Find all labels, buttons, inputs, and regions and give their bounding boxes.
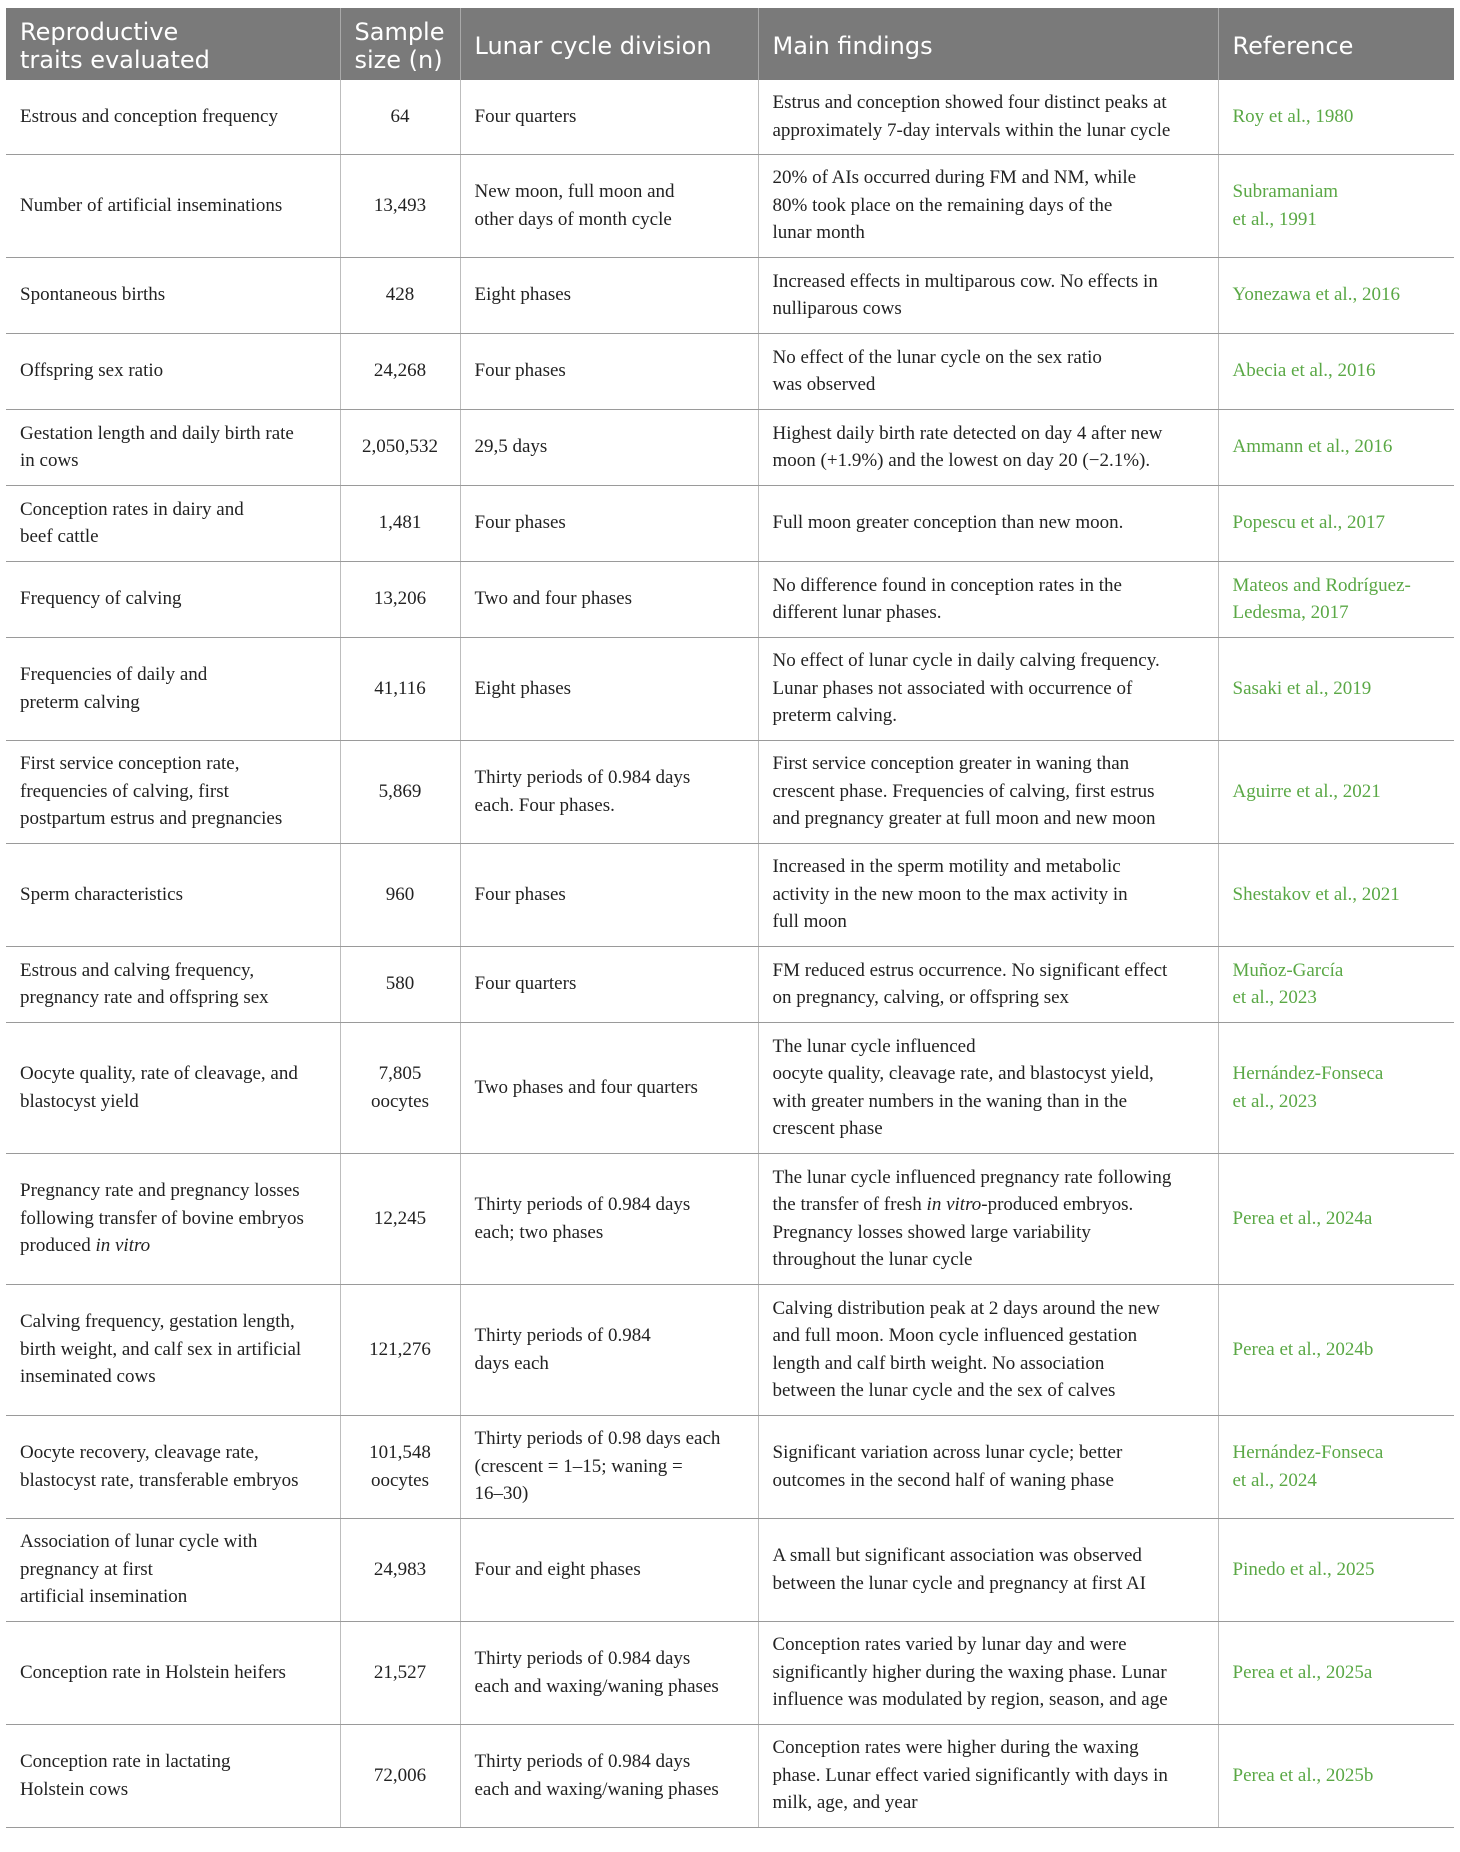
header-row: [6, 8, 1454, 80]
cell-sample-size: 12,245: [340, 1153, 460, 1284]
cell-trait: Conception rates in dairy and beef cattle: [6, 485, 340, 561]
cell-division: Thirty periods of 0.984 days each and waxing/waning phases: [460, 1621, 758, 1724]
cell-sample-size: 2,050,532: [340, 409, 460, 485]
cell-finding: Increased effects in multiparous cow. No effects in nulliparous cows: [758, 257, 1218, 333]
table-row: [6, 561, 1454, 637]
table-row: [6, 1153, 1454, 1284]
table-header: [6, 8, 1454, 80]
reference-link[interactable]: Abecia et al., 2016: [1218, 333, 1454, 409]
cell-finding: First service conception greater in waning than crescent phase. Frequencies of calving, first estrus and pregnancy greater at full moon and new moon: [758, 740, 1218, 843]
reference-link[interactable]: Ammann et al., 2016: [1218, 409, 1454, 485]
cell-sample-size: 7,805 oocytes: [340, 1022, 460, 1153]
reference-link[interactable]: Hernández-Fonseca et al., 2023: [1218, 1022, 1454, 1153]
cell-division: New moon, full moon and other days of month cycle: [460, 154, 758, 257]
reference-link[interactable]: Shestakov et al., 2021: [1218, 843, 1454, 946]
cell-finding: Conception rates varied by lunar day and were significantly higher during the waxing phase. Lunar influence was modulated by region, season, and age: [758, 1621, 1218, 1724]
cell-trait: Sperm characteristics: [6, 843, 340, 946]
cell-sample-size: 5,869: [340, 740, 460, 843]
cell-finding: Increased in the sperm motility and metabolic activity in the new moon to the max activity in full moon: [758, 843, 1218, 946]
cell-trait: First service conception rate, frequencies of calving, first postpartum estrus and pregnancies: [6, 740, 340, 843]
table-row: [6, 740, 1454, 843]
lunar-cycle-table-container: [6, 8, 1454, 1828]
cell-sample-size: 24,268: [340, 333, 460, 409]
reference-link[interactable]: Yonezawa et al., 2016: [1218, 257, 1454, 333]
table-row: [6, 946, 1454, 1022]
reference-link[interactable]: Muñoz-García et al., 2023: [1218, 946, 1454, 1022]
table-row: [6, 485, 1454, 561]
cell-sample-size: 960: [340, 843, 460, 946]
cell-trait: Oocyte quality, rate of cleavage, and blastocyst yield: [6, 1022, 340, 1153]
cell-trait: Conception rate in Holstein heifers: [6, 1621, 340, 1724]
cell-division: Eight phases: [460, 637, 758, 740]
cell-finding: Estrus and conception showed four distinct peaks at approximately 7-day intervals within the lunar cycle: [758, 80, 1218, 154]
cell-division: Two and four phases: [460, 561, 758, 637]
cell-finding: No effect of the lunar cycle on the sex ratio was observed: [758, 333, 1218, 409]
table-row: [6, 80, 1454, 154]
table-row: [6, 1022, 1454, 1153]
cell-division: Four phases: [460, 485, 758, 561]
header-traits: Reproductive traits evaluated: [6, 8, 340, 80]
cell-trait-text: Pregnancy rate and pregnancy losses following transfer of bovine embryos produced: [20, 1180, 304, 1257]
cell-sample-size: 101,548 oocytes: [340, 1415, 460, 1518]
cell-sample-size: 121,276: [340, 1284, 460, 1415]
table-row: [6, 333, 1454, 409]
cell-finding: FM reduced estrus occurrence. No significant effect on pregnancy, calving, or offspring sex: [758, 946, 1218, 1022]
cell-finding: No effect of lunar cycle in daily calving frequency. Lunar phases not associated with occurrence of preterm calving.: [758, 637, 1218, 740]
table-row: [6, 154, 1454, 257]
cell-finding: Highest daily birth rate detected on day 4 after new moon (+1.9%) and the lowest on day 20 (−2.1%).: [758, 409, 1218, 485]
cell-finding: A small but significant association was observed between the lunar cycle and pregnancy at first AI: [758, 1518, 1218, 1621]
cell-division: Four quarters: [460, 80, 758, 154]
lunar-cycle-table: [6, 8, 1454, 1828]
cell-division: Thirty periods of 0.984 days each: [460, 1284, 758, 1415]
cell-sample-size: 1,481: [340, 485, 460, 561]
cell-finding: Calving distribution peak at 2 days around the new and full moon. Moon cycle influenced gestation length and calf birth weight. No association between the lunar cycle and the sex of calves: [758, 1284, 1218, 1415]
cell-trait: Frequencies of daily and preterm calving: [6, 637, 340, 740]
table-row: [6, 1518, 1454, 1621]
reference-link[interactable]: Aguirre et al., 2021: [1218, 740, 1454, 843]
cell-trait: Oocyte recovery, cleavage rate, blastocyst rate, transferable embryos: [6, 1415, 340, 1518]
table-row: [6, 637, 1454, 740]
cell-finding: Conception rates were higher during the waxing phase. Lunar effect varied significantly with days in milk, age, and year: [758, 1724, 1218, 1827]
cell-division: Thirty periods of 0.984 days each. Four phases.: [460, 740, 758, 843]
cell-sample-size: 13,493: [340, 154, 460, 257]
header-reference: Reference: [1218, 8, 1454, 80]
cell-division: Four and eight phases: [460, 1518, 758, 1621]
cell-division: Eight phases: [460, 257, 758, 333]
table-row: [6, 843, 1454, 946]
header-main-findings: Main findings: [758, 8, 1218, 80]
cell-trait: Calving frequency, gestation length, birth weight, and calf sex in artificial inseminated cows: [6, 1284, 340, 1415]
reference-link[interactable]: Perea et al., 2024b: [1218, 1284, 1454, 1415]
cell-trait: Association of lunar cycle with pregnancy at first artificial insemination: [6, 1518, 340, 1621]
cell-trait-italic: in vitro: [95, 1235, 151, 1257]
reference-link[interactable]: Sasaki et al., 2019: [1218, 637, 1454, 740]
header-sample-size: Sample size (n): [340, 8, 460, 80]
cell-trait: Estrous and calving frequency, pregnancy rate and offspring sex: [6, 946, 340, 1022]
cell-division: Thirty periods of 0.984 days each; two phases: [460, 1153, 758, 1284]
cell-finding: No difference found in conception rates in the different lunar phases.: [758, 561, 1218, 637]
cell-trait: Spontaneous births: [6, 257, 340, 333]
cell-division: Thirty periods of 0.984 days each and waxing/waning phases: [460, 1724, 758, 1827]
cell-finding: Significant variation across lunar cycle; better outcomes in the second half of waning phase: [758, 1415, 1218, 1518]
cell-sample-size: 21,527: [340, 1621, 460, 1724]
cell-finding: Full moon greater conception than new moon.: [758, 485, 1218, 561]
cell-finding-text: The lunar cycle influenced pregnancy rate following the transfer of fresh: [772, 1166, 1172, 1215]
cell-trait: Conception rate in lactating Holstein cows: [6, 1724, 340, 1827]
table-body: [6, 80, 1454, 1827]
cell-division: Four phases: [460, 333, 758, 409]
reference-link[interactable]: Perea et al., 2025b: [1218, 1724, 1454, 1827]
cell-finding: The lunar cycle influenced oocyte quality, cleavage rate, and blastocyst yield, with greater numbers in the waning than in the crescent phase: [758, 1022, 1218, 1153]
reference-link[interactable]: Mateos and Rodríguez- Ledesma, 2017: [1218, 561, 1454, 637]
cell-trait: Gestation length and daily birth rate in cows: [6, 409, 340, 485]
cell-division: Thirty periods of 0.98 days each (crescent = 1–15; waning = 16–30): [460, 1415, 758, 1518]
cell-finding-text-rest: -produced embryos. Pregnancy losses showed large variability throughout the lunar cycle: [772, 1194, 1134, 1270]
cell-finding: 20% of AIs occurred during FM and NM, while 80% took place on the remaining days of the lunar month: [758, 154, 1218, 257]
cell-sample-size: 64: [340, 80, 460, 154]
cell-trait: Number of artificial inseminations: [6, 154, 340, 257]
table-row: [6, 1724, 1454, 1827]
table-row: [6, 1284, 1454, 1415]
cell-sample-size: 13,206: [340, 561, 460, 637]
table-row: [6, 257, 1454, 333]
cell-trait: Frequency of calving: [6, 561, 340, 637]
cell-division: 29,5 days: [460, 409, 758, 485]
cell-sample-size: 580: [340, 946, 460, 1022]
cell-trait: Estrous and conception frequency: [6, 80, 340, 154]
cell-trait: Offspring sex ratio: [6, 333, 340, 409]
cell-division: Two phases and four quarters: [460, 1022, 758, 1153]
reference-link[interactable]: Perea et al., 2024a: [1218, 1153, 1454, 1284]
cell-trait: [6, 1153, 340, 1284]
cell-division: Four quarters: [460, 946, 758, 1022]
table-row: [6, 1415, 1454, 1518]
reference-link[interactable]: Subramaniam et al., 1991: [1218, 154, 1454, 257]
reference-link[interactable]: Popescu et al., 2017: [1218, 485, 1454, 561]
cell-sample-size: 72,006: [340, 1724, 460, 1827]
cell-finding-italic: in vitro: [926, 1194, 982, 1215]
header-lunar-division: Lunar cycle division: [460, 8, 758, 80]
reference-link[interactable]: Pinedo et al., 2025: [1218, 1518, 1454, 1621]
cell-sample-size: 428: [340, 257, 460, 333]
reference-link[interactable]: Roy et al., 1980: [1218, 80, 1454, 154]
cell-sample-size: 41,116: [340, 637, 460, 740]
cell-finding: [758, 1153, 1218, 1284]
cell-division: Four phases: [460, 843, 758, 946]
cell-sample-size: 24,983: [340, 1518, 460, 1621]
reference-link[interactable]: Hernández-Fonseca et al., 2024: [1218, 1415, 1454, 1518]
table-row: [6, 1621, 1454, 1724]
table-row: [6, 409, 1454, 485]
reference-link[interactable]: Perea et al., 2025a: [1218, 1621, 1454, 1724]
